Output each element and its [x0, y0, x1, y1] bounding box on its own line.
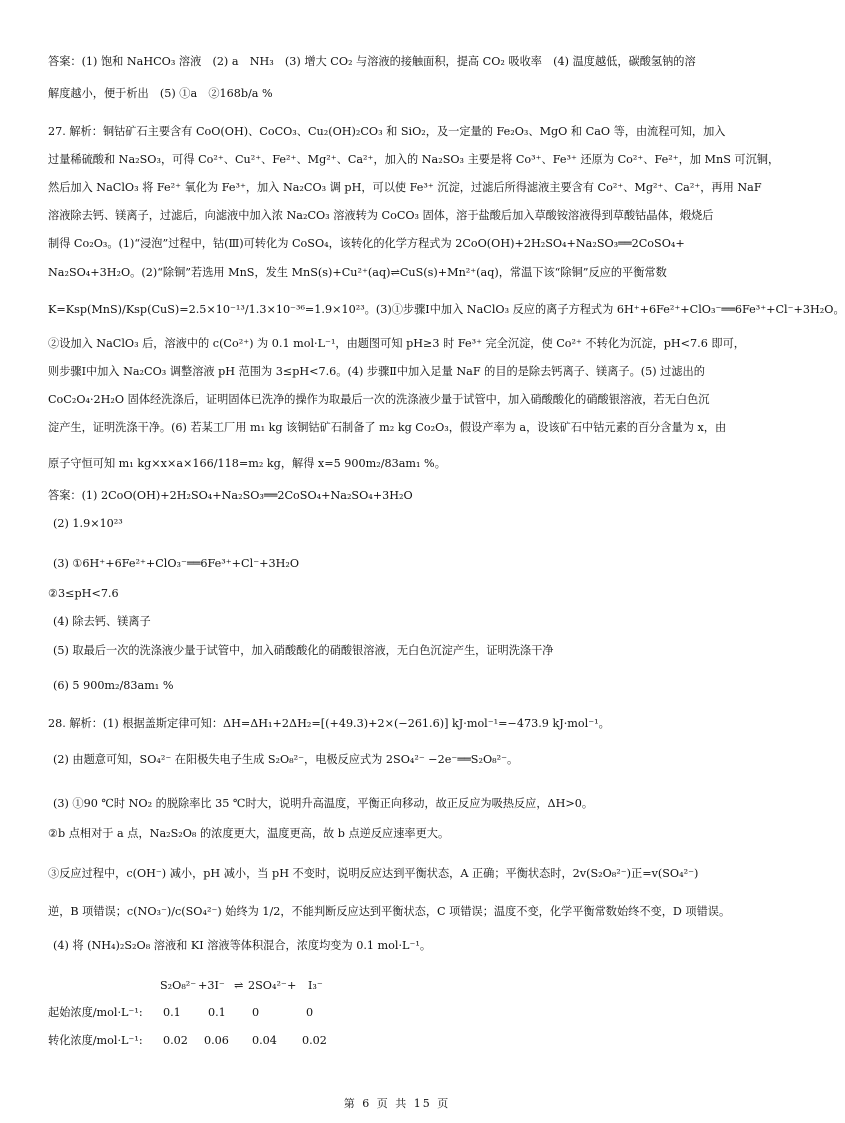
answer-27-item-3b: ②3≤pH<7.6 [48, 587, 119, 600]
table-cell: 0.1 [163, 1006, 181, 1019]
q27-line-2: 过量稀硫酸和 Na₂SO₃，可得 Co²⁺、Cu²⁺、Fe²⁺、Mg²⁺、Ca²⁺，加入的 Na₂SO₃ 主要是将 Co³⁺、Fe³⁺ 还原为 Co²⁺、Fe²⁺，加 MnS 可沉铜， [48, 153, 780, 166]
q27-line-9: 则步骤Ⅰ中加入 Na₂CO₃ 调整溶液 pH 范围为 3≤pH<7.6。(4) 步骤Ⅱ中加入足量 NaF 的目的是除去钙离子、镁离子。(5) 过滤出的 [48, 365, 705, 378]
table-cell: 0 [252, 1006, 260, 1019]
q27-line-4: 溶液除去钙、镁离子，过滤后，向滤液中加入浓 Na₂CO₃ 溶液转为 CoCO₃ 固体，溶于盐酸后加入草酸铵溶液得到草酸钴晶体，煅烧后 [48, 209, 714, 222]
page-number-footer: 第 6 页 共 15 页 [343, 1097, 451, 1110]
q28-line-1: 28. 解析：(1) 根据盖斯定律可知：ΔH=ΔH₁+2ΔH₂=[(+49.3)+2×(−261.6)] kJ·mol⁻¹=−473.9 kJ·mol⁻¹。 [48, 717, 610, 730]
q27-line-1: 27. 解析：铜钴矿石主要含有 CoO(OH)、CoCO₃、Cu₂(OH)₂CO₃ 和 SiO₂，及一定量的 Fe₂O₃、MgO 和 CaO 等，由流程可知，加入 [48, 125, 726, 138]
answer-27-item-3: (3) ①6H⁺+6Fe²⁺+ClO₃⁻══6Fe³⁺+Cl⁻+3H₂O [53, 557, 300, 570]
answer-26-line-2: 解度越小，便于析出 (5) ①a ②168b/a % [48, 87, 273, 100]
q27-line-6: Na₂SO₄+3H₂O。(2)“除铜”若选用 MnS，发生 MnS(s)+Cu²⁺(aq)⇌CuS(s)+Mn²⁺(aq)，常温下该“除铜”反应的平衡常数 [48, 266, 667, 279]
row-label: 转化浓度/mol·L⁻¹: [48, 1034, 143, 1047]
q28-line-3: (3) ①90 ℃时 NO₂ 的脱除率比 35 ℃时大，说明升高温度，平衡正向移动，故正反应为吸热反应，ΔH>0。 [53, 797, 594, 810]
table-cell: 0 [306, 1006, 314, 1019]
equation-term: ⇌ [234, 979, 244, 992]
row-label: 起始浓度/mol·L⁻¹: [48, 1006, 143, 1019]
table-cell: 0.06 [204, 1034, 229, 1047]
equation-term: S₂O₈²⁻ [160, 979, 197, 992]
answer-27-item-6: (6) 5 900m₂/83am₁ % [53, 679, 174, 692]
equation-term: 2SO₄²⁻ [248, 979, 287, 992]
q27-line-7: K=Ksp(MnS)/Ksp(CuS)=2.5×10⁻¹³/1.3×10⁻³⁶=1.9×10²³。(3)①步骤Ⅰ中加入 NaClO₃ 反应的离子方程式为 6H⁺+6Fe²⁺+ClO₃⁻══6Fe³⁺+Cl⁻+3H₂O。 [48, 303, 845, 316]
q28-line-6: 逆，B 项错误；c(NO₃⁻)/c(SO₄²⁻) 始终为 1/2，不能判断反应达到平衡状态，C 项错误；温度不变，化学平衡常数始终不变，D 项错误。 [48, 905, 731, 918]
answer-27-item-2: (2) 1.9×10²³ [53, 517, 123, 530]
q28-line-2: (2) 由题意可知，SO₄²⁻ 在阳极失电子生成 S₂O₈²⁻，电极反应式为 2SO₄²⁻ −2e⁻══S₂O₈²⁻。 [53, 753, 519, 766]
equation-term: + [287, 979, 297, 992]
table-cell: 0.04 [252, 1034, 277, 1047]
q27-line-11: 淀产生，证明洗涤干净。(6) 若某工厂用 m₁ kg 该铜钴矿石制备了 m₂ kg Co₂O₃，假设产率为 a，设该矿石中钴元素的百分含量为 x，由 [48, 421, 727, 434]
q28-line-5: ③反应过程中，c(OH⁻) 减小，pH 减小，当 pH 不变时，说明反应达到平衡状态，A 正确；平衡状态时，2v(S₂O₈²⁻)正=v(SO₄²⁻) [48, 867, 699, 880]
answer-27-item-5: (5) 取最后一次的洗涤液少量于试管中，加入硝酸酸化的硝酸银溶液，无白色沉淀产生，证明洗涤干净 [53, 644, 554, 657]
table-cell: 0.02 [163, 1034, 188, 1047]
q28-line-7: (4) 将 (NH₄)₂S₂O₈ 溶液和 KI 溶液等体积混合，浓度均变为 0.1 mol·L⁻¹。 [53, 939, 432, 952]
answer-27-item-4: (4) 除去钙、镁离子 [53, 615, 151, 628]
q27-line-3: 然后加入 NaClO₃ 将 Fe²⁺ 氧化为 Fe³⁺，加入 Na₂CO₃ 调 pH，可以使 Fe³⁺ 沉淀，过滤后所得滤液主要含有 Co²⁺、Mg²⁺、Ca²⁺，再用 NaF [48, 181, 762, 194]
answer-27-head: 答案：(1) 2CoO(OH)+2H₂SO₄+Na₂SO₃══2CoSO₄+Na₂SO₄+3H₂O [48, 489, 413, 502]
table-cell: 0.1 [208, 1006, 226, 1019]
q27-line-10: CoC₂O₄·2H₂O 固体经洗涤后，证明固体已洗净的操作为取最后一次的洗涤液少量于试管中，加入硝酸酸化的硝酸银溶液，若无白色沉 [48, 393, 710, 406]
q27-line-8: ②设加入 NaClO₃ 后，溶液中的 c(Co²⁺) 为 0.1 mol·L⁻¹，由题图可知 pH≥3 时 Fe³⁺ 完全沉淀，使 Co²⁺ 不转化为沉淀，pH<7.6 即可， [48, 337, 745, 350]
equation-term: I₃⁻ [308, 979, 323, 992]
q28-line-4: ②b 点相对于 a 点，Na₂S₂O₈ 的浓度更大，温度更高，故 b 点逆反应速率更大。 [48, 827, 450, 840]
q27-line-5: 制得 Co₂O₃。(1)“浸泡”过程中，钴(Ⅲ)可转化为 CoSO₄，该转化的化学方程式为 2CoO(OH)+2H₂SO₄+Na₂SO₃══2CoSO₄+ [48, 237, 685, 250]
equation-term: +3I⁻ [198, 979, 225, 992]
table-cell: 0.02 [302, 1034, 327, 1047]
answer-26-line-1: 答案：(1) 饱和 NaHCO₃ 溶液 (2) a NH₃ (3) 增大 CO₂ 与溶液的接触面积，提高 CO₂ 吸收率 (4) 温度越低，碳酸氢钠的溶 [48, 55, 696, 68]
q27-line-12: 原子守恒可知 m₁ kg×x×a×166/118=m₂ kg，解得 x=5 900m₂/83am₁ %。 [48, 457, 446, 470]
